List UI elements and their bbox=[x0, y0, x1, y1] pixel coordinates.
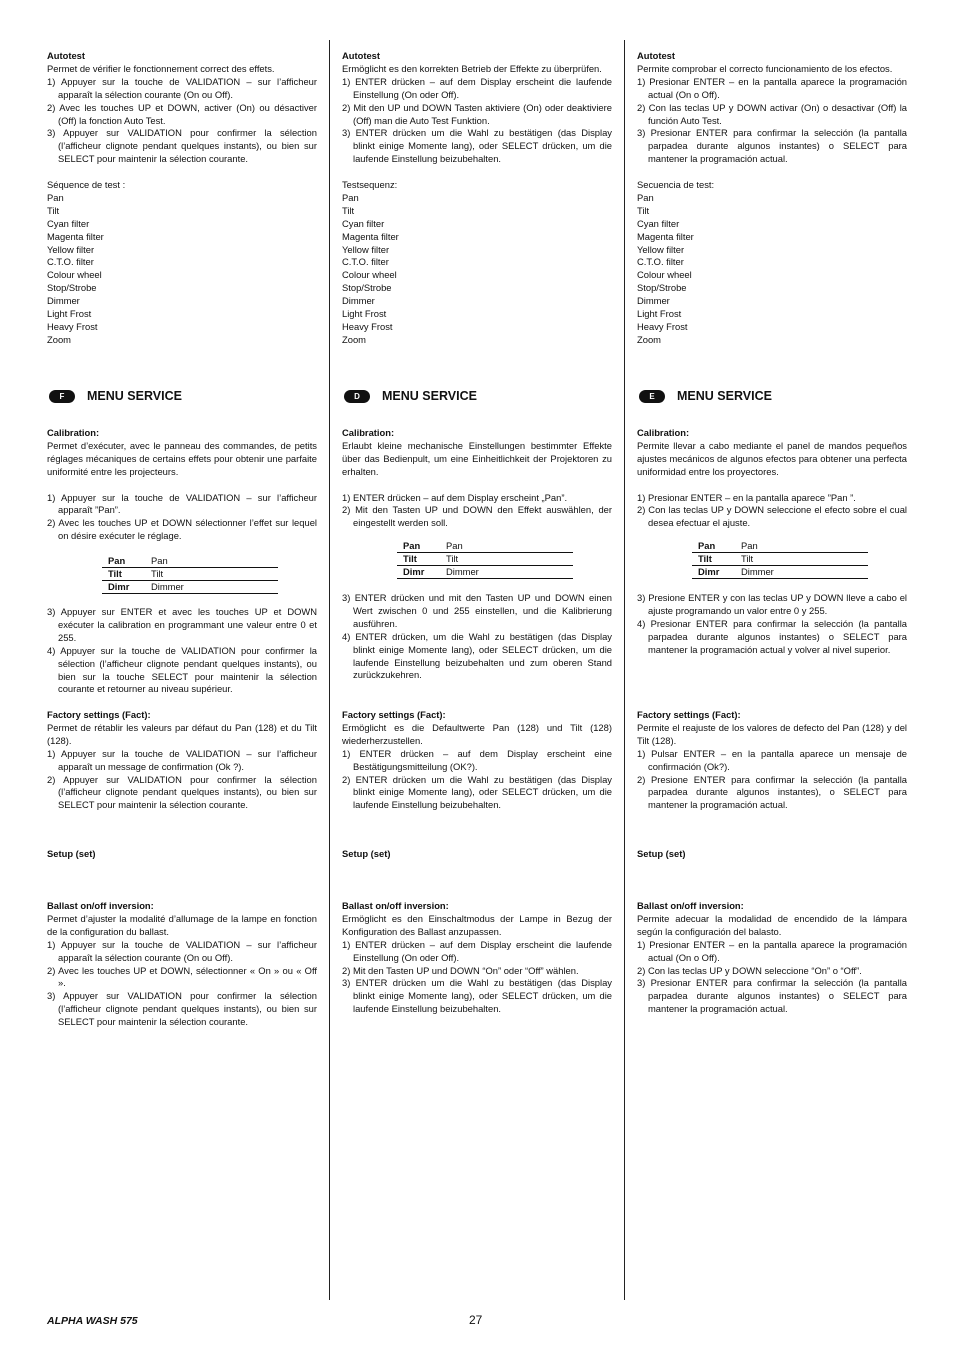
sequence-item: Light Frost bbox=[47, 308, 92, 320]
step-list bbox=[342, 939, 612, 1016]
calibration-table-wrap bbox=[102, 555, 372, 594]
sequence-item: Tilt bbox=[637, 204, 650, 216]
product-name: ALPHA WASH 575 bbox=[47, 1315, 138, 1327]
sequence-item: Colour wheel bbox=[342, 269, 397, 281]
column-divider bbox=[624, 40, 625, 1300]
sequence-item: Zoom bbox=[637, 333, 661, 345]
step-item: 3) ENTER drücken um die Wahl zu bestätigen (das Display blinkt einige Momente lang), oder SELECT drücken, um die laufende Einstellung beizubehalten. bbox=[342, 127, 612, 165]
sequence-item: Tilt bbox=[47, 204, 60, 216]
step-item: 2) Con las teclas UP y DOWN seleccione el efecto sobre el cual desea efectuar el ajuste. bbox=[637, 504, 907, 529]
sequence-item: Yellow filter bbox=[47, 243, 95, 255]
menu-title: MENU SERVICE bbox=[87, 389, 182, 403]
step-item: 3) Appuyer sur VALIDATION pour confirmer la sélection (l’afficheur clignote pendant quelques instants), ou bien sur SELECT pour maintenir la sélection courante. bbox=[47, 990, 317, 1028]
table-key: Pan bbox=[698, 540, 716, 551]
calibration-steps bbox=[342, 592, 612, 682]
section-heading: Factory settings (Fact): bbox=[47, 709, 151, 720]
step-item: 2) Con las teclas UP y DOWN seleccione “On” o “Off”. bbox=[637, 964, 862, 976]
step-item: 3) ENTER drücken um die Wahl zu bestätigen (das Display blinkt einige Momente lang), oder SELECT drücken, um die laufende Einstellung beizubehalten. bbox=[342, 977, 612, 1015]
sequence-item: Heavy Frost bbox=[342, 321, 393, 333]
table-value: Tilt bbox=[151, 568, 164, 579]
table-key: Pan bbox=[403, 540, 421, 551]
step-list bbox=[47, 939, 317, 1029]
section-heading: Setup (set) bbox=[342, 848, 391, 859]
table-value: Pan bbox=[741, 540, 758, 551]
calibration-table bbox=[102, 555, 278, 594]
step-item: 2) Con las teclas UP y DOWN activar (On) o desactivar (Off) la función Auto Test. bbox=[637, 101, 907, 126]
table-key: Tilt bbox=[108, 568, 122, 579]
test-sequence-list bbox=[637, 192, 907, 347]
section-heading: Setup (set) bbox=[637, 848, 686, 859]
step-item: 2) Avec les touches UP et DOWN, sélectionner « On » ou « Off ». bbox=[47, 964, 317, 989]
step-item: 1) Pulsar ENTER – en la pantalla aparece un mensaje de confirmación (Ok?). bbox=[637, 747, 907, 772]
autotest-section bbox=[342, 50, 612, 347]
sequence-item: Magenta filter bbox=[342, 230, 399, 242]
spacer bbox=[47, 166, 317, 179]
calibration-section bbox=[342, 427, 612, 530]
sequence-item: Stop/Strobe bbox=[47, 282, 97, 294]
step-item: 3) Presionar ENTER para confirmar la selección (la pantalla parpadea durante algunos instantes) o SELECT para mantener la programación actual. bbox=[637, 977, 907, 1015]
step-item: 2) Avec les touches UP et DOWN, activer (On) ou désactiver (Off) la fonction Auto Test. bbox=[47, 101, 317, 126]
menu-service-heading bbox=[342, 389, 612, 403]
step-item: 3) Presione ENTER y con las teclas UP y DOWN lleve a cabo el ajuste programando un valor entre 0 y 255. bbox=[637, 592, 907, 616]
language-badge: F bbox=[49, 390, 75, 403]
sequence-title: Séquence de test : bbox=[47, 179, 126, 191]
table-key: Pan bbox=[108, 555, 126, 566]
table-key: Dimr bbox=[698, 566, 720, 577]
calibration-table bbox=[692, 540, 868, 579]
section-heading: Setup (set) bbox=[47, 848, 96, 859]
step-item: 4) Appuyer sur la touche de VALIDATION pour confirmer la sélection (l’afficheur clignote pendant quelques instants), ou bien sur la touche SELECT pour maintenir la sélection courante et retourner au niveau supérieur. bbox=[47, 644, 317, 695]
table-row bbox=[692, 566, 868, 579]
step-list bbox=[637, 76, 907, 166]
section-heading: Factory settings (Fact): bbox=[637, 709, 741, 720]
calibration-steps bbox=[637, 592, 907, 657]
sequence-item: Stop/Strobe bbox=[637, 282, 687, 294]
ballast-section bbox=[47, 900, 317, 1029]
sequence-item: Magenta filter bbox=[47, 230, 104, 242]
setup-section bbox=[47, 848, 317, 861]
step-item: 2) Avec les touches UP et DOWN sélectionner l’effet sur lequel on désire exécuter le réglage. bbox=[47, 517, 317, 542]
menu-service-heading bbox=[637, 389, 907, 403]
table-key: Dimr bbox=[403, 566, 425, 577]
spacer bbox=[342, 166, 612, 179]
calibration-section bbox=[637, 427, 907, 530]
language-badge: D bbox=[344, 390, 370, 403]
calibration-section bbox=[47, 427, 317, 543]
section-heading: Ballast on/off inversion: bbox=[47, 900, 154, 911]
step-item: 1) ENTER drücken – auf dem Display erscheint die laufende Einstellung (On oder Off). bbox=[342, 938, 612, 963]
step-item: 2) ENTER drücken um die Wahl zu bestätigen (das Display blinkt einige Momente lang), oder SELECT drücken, um die laufende Einstellung beizubehalten. bbox=[342, 773, 612, 811]
table-value: Dimmer bbox=[151, 581, 184, 592]
sequence-item: Magenta filter bbox=[637, 230, 694, 242]
table-row bbox=[692, 540, 868, 553]
sequence-item: Zoom bbox=[47, 333, 71, 345]
autotest-section bbox=[47, 50, 317, 347]
ballast-section bbox=[637, 900, 907, 1016]
sequence-item: C.T.O. filter bbox=[637, 256, 684, 268]
step-item: 2) Mit den Tasten UP und DOWN “On” oder “Off” wählen. bbox=[342, 964, 579, 976]
sequence-item: Tilt bbox=[342, 204, 355, 216]
section-intro: Permite el reajuste de los valores de defecto del Pan (128) y del Tilt (128). bbox=[637, 721, 907, 746]
section-intro: Ermöglicht es die Defaultwerte Pan (128) und Tilt (128) wiederherzustellen. bbox=[342, 721, 612, 746]
sequence-item: Cyan filter bbox=[342, 217, 385, 229]
setup-section bbox=[637, 848, 907, 861]
section-heading: Calibration: bbox=[47, 427, 100, 438]
section-intro: Erlaubt kleine mechanische Einstellungen bestimmter Effekte über das Bedienpult, um eine Einheitlichkeit der Projektoren zu erhalten. bbox=[342, 439, 612, 477]
table-row bbox=[397, 566, 573, 579]
sequence-item: Cyan filter bbox=[47, 217, 90, 229]
calibration-table-wrap bbox=[397, 540, 667, 579]
step-item: 4) Presionar ENTER para confirmar la selección (la pantalla parpadea durante algunos instantes) o SELECT para mantener la programación actual y volver al nivel superior. bbox=[637, 617, 907, 655]
table-value: Dimmer bbox=[741, 566, 774, 577]
table-key: Dimr bbox=[108, 581, 130, 592]
table-value: Pan bbox=[446, 540, 463, 551]
table-row bbox=[102, 581, 278, 594]
sequence-item: Pan bbox=[342, 191, 359, 203]
section-intro: Permet d’ajuster la modalité d’allumage de la lampe en fonction de la configuration du ballast. bbox=[47, 912, 317, 937]
step-item: 1) Presionar ENTER – en la pantalla aparece ”Pan ”. bbox=[637, 491, 856, 503]
step-item: 1) Presionar ENTER – en la pantalla aparece la programación actual (On o Off). bbox=[637, 75, 907, 100]
table-value: Dimmer bbox=[446, 566, 479, 577]
sequence-item: Dimmer bbox=[47, 295, 80, 307]
section-intro: Ermöglicht es den Einschaltmodus der Lampe in Bezug der Konfiguration des Ballast anzupassen. bbox=[342, 912, 612, 937]
calibration-table bbox=[397, 540, 573, 579]
sequence-item: Dimmer bbox=[637, 295, 670, 307]
section-heading: Autotest bbox=[47, 50, 86, 61]
sequence-item: Dimmer bbox=[342, 295, 375, 307]
section-intro: Permet de rétablir les valeurs par défaut du Pan (128) et du Tilt (128). bbox=[47, 721, 317, 746]
table-row bbox=[102, 568, 278, 581]
step-list bbox=[47, 748, 317, 813]
step-item: 4) ENTER drücken, um die Wahl zu bestätigen (das Display blinkt einige Momente lang), oder SELECT drücken, um die laufende Einstellung beizubehalten und zum oberen Stand zurückzukehren. bbox=[342, 630, 612, 681]
sequence-item: C.T.O. filter bbox=[47, 256, 94, 268]
section-intro: Permite adecuar la modalidad de encendido de la lámpara según la configuración del balasto. bbox=[637, 912, 907, 937]
test-sequence-list bbox=[342, 192, 612, 347]
section-heading: Ballast on/off inversion: bbox=[342, 900, 449, 911]
step-list bbox=[342, 76, 612, 166]
step-list bbox=[342, 492, 612, 531]
setup-section bbox=[342, 848, 612, 861]
sequence-title: Testsequenz: bbox=[342, 179, 398, 191]
factory-settings-section bbox=[637, 709, 907, 812]
table-value: Pan bbox=[151, 555, 168, 566]
step-list bbox=[47, 76, 317, 166]
section-intro: Permet de vérifier le fonctionnement correct des effets. bbox=[47, 62, 275, 74]
sequence-item: C.T.O. filter bbox=[342, 256, 389, 268]
sequence-item: Pan bbox=[47, 191, 64, 203]
table-key: Tilt bbox=[698, 553, 712, 564]
section-heading: Calibration: bbox=[342, 427, 395, 438]
ballast-section bbox=[342, 900, 612, 1016]
column-divider bbox=[329, 40, 330, 1300]
step-list bbox=[342, 592, 612, 682]
sequence-item: Cyan filter bbox=[637, 217, 680, 229]
step-list bbox=[637, 748, 907, 813]
sequence-item: Zoom bbox=[342, 333, 366, 345]
section-heading: Autotest bbox=[342, 50, 381, 61]
step-item: 2) Appuyer sur VALIDATION pour confirmer la sélection (l’afficheur clignote pendant quelques instants), ou bien sur SELECT pour maintenir la sélection courante. bbox=[47, 773, 317, 811]
sequence-item: Light Frost bbox=[637, 308, 682, 320]
factory-settings-section bbox=[342, 709, 612, 812]
sequence-item: Yellow filter bbox=[342, 243, 390, 255]
sequence-item: Colour wheel bbox=[47, 269, 102, 281]
step-item: 1) ENTER drücken – auf dem Display erscheint eine Bestätigungsmitteilung (OK?). bbox=[342, 747, 612, 772]
step-item: 1) ENTER drücken – auf dem Display erscheint „Pan”. bbox=[342, 491, 568, 503]
sequence-item: Stop/Strobe bbox=[342, 282, 392, 294]
step-item: 2) Mit den Tasten UP und DOWN den Effekt auswählen, der eingestellt werden soll. bbox=[342, 504, 612, 529]
section-intro: Permet d’exécuter, avec le panneau des commandes, de petits réglages mécaniques de certains effets pour obtenir une parfaite uniformité entre les projecteurs. bbox=[47, 439, 317, 477]
step-item: 3) Appuyer sur ENTER et avec les touches UP et DOWN exécuter la calibration en programmant une valeur entre 0 et 255. bbox=[47, 606, 317, 643]
step-item: 3) Presionar ENTER para confirmar la selección (la pantalla parpadea durante algunos instantes) o SELECT para mantener la programación actual. bbox=[637, 127, 907, 165]
step-list bbox=[342, 748, 612, 813]
autotest-section bbox=[637, 50, 907, 347]
spacer bbox=[637, 166, 907, 179]
step-item: 2) Presione ENTER para confirmar la selección (la pantalla parpadea durante algunos instantes), o SELECT para mantener la programación actual. bbox=[637, 773, 907, 811]
spacer bbox=[637, 479, 907, 492]
table-row bbox=[102, 555, 278, 568]
step-item: 3) Appuyer sur VALIDATION pour confirmer la sélection (l’afficheur clignote pendant quelques instants), ou bien sur SELECT pour maintenir la sélection courante. bbox=[47, 127, 317, 165]
section-intro: Ermöglicht es den korrekten Betrieb der Effekte zu überprüfen. bbox=[342, 62, 602, 74]
menu-title: MENU SERVICE bbox=[382, 389, 477, 403]
spacer bbox=[342, 479, 612, 492]
test-sequence-list bbox=[47, 192, 317, 347]
step-item: 1) Appuyer sur la touche de VALIDATION – sur l’afficheur apparaît un message de confirmation (Ok ?). bbox=[47, 747, 317, 772]
sequence-item: Pan bbox=[637, 191, 654, 203]
sequence-item: Heavy Frost bbox=[47, 321, 98, 333]
factory-settings-section bbox=[47, 709, 317, 812]
section-heading: Ballast on/off inversion: bbox=[637, 900, 744, 911]
language-badge: E bbox=[639, 390, 665, 403]
sequence-item: Yellow filter bbox=[637, 243, 685, 255]
step-list bbox=[47, 492, 317, 544]
step-item: 1) ENTER drücken – auf dem Display erscheint die laufende Einstellung (On oder Off). bbox=[342, 75, 612, 100]
spacer bbox=[47, 479, 317, 492]
menu-service-heading bbox=[47, 389, 317, 403]
table-row bbox=[397, 553, 573, 566]
sequence-item: Heavy Frost bbox=[637, 321, 688, 333]
sequence-title: Secuencia de test: bbox=[637, 179, 715, 191]
section-intro: Permite llevar a cabo mediante el panel de mandos pequeños ajustes mecánicos de algunos efectos para obtener una perfecta uniformidad entre los proyectores. bbox=[637, 439, 907, 477]
table-value: Tilt bbox=[741, 553, 754, 564]
step-list bbox=[637, 492, 907, 531]
sequence-item: Light Frost bbox=[342, 308, 387, 320]
calibration-steps bbox=[47, 606, 317, 696]
section-heading: Calibration: bbox=[637, 427, 690, 438]
section-heading: Autotest bbox=[637, 50, 676, 61]
step-item: 1) Presionar ENTER – en la pantalla aparece la programación actual (On o Off). bbox=[637, 938, 907, 963]
step-list bbox=[637, 592, 907, 657]
step-item: 1) Appuyer sur la touche de VALIDATION – sur l’afficheur apparaît ”Pan”. bbox=[47, 491, 317, 516]
calibration-table-wrap bbox=[692, 540, 954, 579]
menu-title: MENU SERVICE bbox=[677, 389, 772, 403]
step-item: 2) Mit den UP und DOWN Tasten aktiviere (On) oder deaktiviere (Off) man die Auto Test Funktion. bbox=[342, 101, 612, 126]
section-heading: Factory settings (Fact): bbox=[342, 709, 446, 720]
page-number: 27 bbox=[469, 1313, 483, 1327]
table-value: Tilt bbox=[446, 553, 459, 564]
step-item: 1) Appuyer sur la touche de VALIDATION – sur l’afficheur apparaît la sélection courante (On ou Off). bbox=[47, 938, 317, 963]
section-intro: Permite comprobar el correcto funcionamiento de los efectos. bbox=[637, 62, 893, 74]
step-list bbox=[47, 606, 317, 696]
table-row bbox=[692, 553, 868, 566]
step-item: 1) Appuyer sur la touche de VALIDATION – sur l’afficheur apparaît la sélection courante (On ou Off). bbox=[47, 75, 317, 100]
table-row bbox=[397, 540, 573, 553]
sequence-item: Colour wheel bbox=[637, 269, 692, 281]
step-list bbox=[637, 939, 907, 1016]
step-item: 3) ENTER drücken und mit den Tasten UP und DOWN einen Wert zwischen 0 und 255 einstellen, und die Kalibrierung ausführen. bbox=[342, 592, 612, 629]
table-key: Tilt bbox=[403, 553, 417, 564]
